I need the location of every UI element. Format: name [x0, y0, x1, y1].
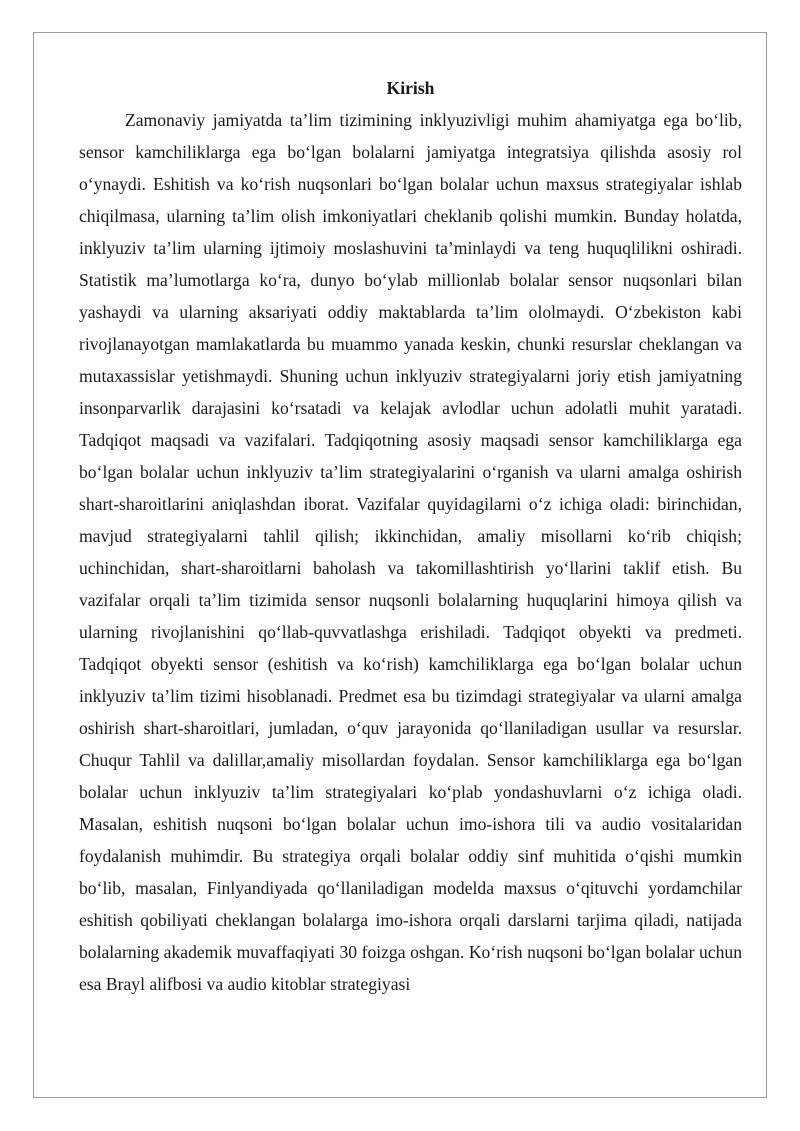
body-paragraph: Zamonaviy jamiyatda ta’lim tizimining inklyuzivligi muhim ahamiyatga ega bo‘lib, sensor kamchiliklarga ega bo‘lgan bolalarni jamiyatga integratsiya qilishda asosiy rol o‘ynaydi. Eshitish va ko‘rish nuqsonlari bo‘lgan bolalar uchun maxsus strategiyalar ishlab chiqilmasa, ularning ta’lim olish imkoniyatlari cheklanib qolishi mumkin. Bunday holatda, inklyuziv ta’lim ularning ijtimoiy moslashuvini ta’minlaydi va teng huquqlilikni oshiradi. Statistik ma’lumotlarga ko‘ra, dunyo bo‘ylab millionlab bolalar sensor nuqsonlari bilan yashaydi va ularning aksariyati oddiy maktablarda ta’lim ololmaydi. O‘zbekiston kabi rivojlanayotgan mamlakatlarda bu muammo yanada keskin, chunki resurslar cheklangan va mutaxassislar yetishmaydi. Shuning uchun inklyuziv strategiyalarni joriy etish jamiyatning insonparvarlik darajasini ko‘rsatadi va kelajak avlodlar uchun adolatli muhit yaratadi. Tadqiqot maqsadi va vazifalari. Tadqiqotning asosiy maqsadi sensor kamchiliklarga ega bo‘lgan bolalar uchun inklyuziv ta’lim strategiyalarini o‘rganish va ularni amalga oshirish shart-sharoitlarini aniqlashdan iborat. Vazifalar quyidagilarni o‘z ichiga oladi: birinchidan, mavjud strategiyalarni tahlil qilish; ikkinchidan, amaliy misollarni ko‘rib chiqish; uchinchidan, shart-sharoitlarni baholash va takomillashtirish yo‘llarini taklif etish. Bu vazifalar orqali ta’lim tizimida sensor nuqsonli bolalarning huquqlarini himoya qilish va ularning rivojlanishini qo‘llab-quvvatlashga erishiladi. Tadqiqot obyekti va predmeti. Tadqiqot obyekti sensor (eshitish va ko‘rish) kamchiliklarga ega bo‘lgan bolalar uchun inklyuziv ta’lim tizimi hisoblanadi. Predmet esa bu tizimdagi strategiyalar va ularni amalga oshirish shart-sharoitlari, jumladan, o‘quv jarayonida qo‘llaniladigan usullar va resurslar. Chuqur Tahlil va dalillar,amaliy misollardan foydalan. Sensor kamchiliklarga ega bo‘lgan bolalar uchun inklyuziv ta’lim strategiyalari ko‘plab yondashuvlarni o‘z ichiga oladi. Masalan, eshitish nuqsoni bo‘lgan bolalar uchun imo-ishora tili va audio vositalaridan foydalanish muhimdir. Bu strategiya orqali bolalar oddiy sinf muhitida o‘qishi mumkin bo‘lib, masalan, Finlyandiyada qo‘llaniladigan modelda maxsus o‘qituvchi yordamchilar eshitish qobiliyati cheklangan bolalarga imo-ishora orqali darslarni tarjima qiladi, natijada bolalarning akademik muvaffaqiyati 30 foizga oshgan. Ko‘rish nuqsoni bo‘lgan bolalar uchun esa Brayl alifbosi va audio kitoblar strategiyasi [79, 110, 742, 994]
document-body [79, 72, 742, 1000]
document-title: Kirish [386, 78, 435, 98]
